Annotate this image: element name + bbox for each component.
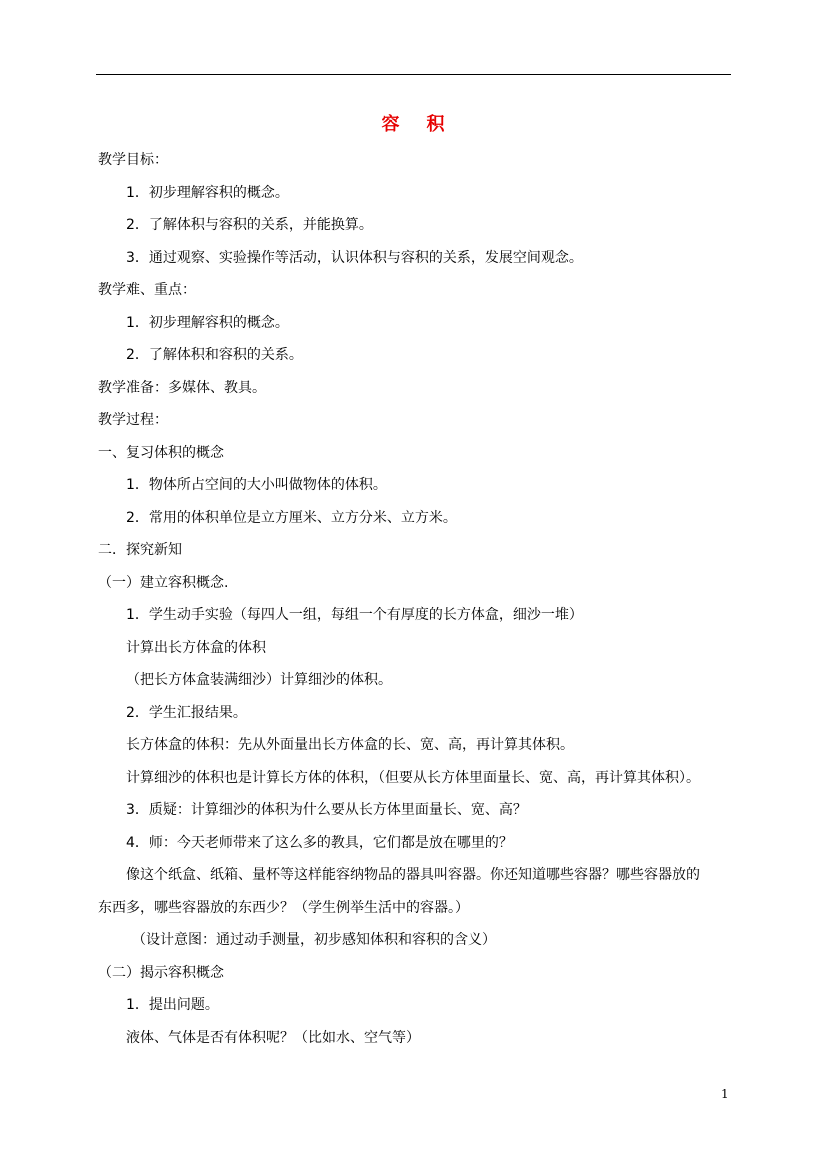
paragraph-line: 像这个纸盒、纸箱、量杯等这样能容纳物品的器具叫容器。你还知道哪些容器？哪些容器放的 — [126, 867, 700, 883]
paragraph-line: 液体、气体是否有体积呢？（比如水、空气等） — [126, 1030, 420, 1046]
paragraph-line: 3．通过观察、实验操作等活动，认识体积与容积的关系，发展空间观念。 — [126, 250, 583, 266]
section-heading: 教学难、重点： — [98, 282, 196, 298]
paragraph-line: 2．常用的体积单位是立方厘米、立方分米、立方米。 — [126, 510, 457, 526]
paragraph-line: 1．初步理解容积的概念。 — [126, 185, 289, 201]
paragraph-line: 东西多，哪些容器放的东西少？（学生例举生活中的容器。） — [98, 900, 469, 916]
section-heading: 一、复习体积的概念 — [98, 445, 224, 461]
paragraph-line: 1．学生动手实验（每四人一组，每组一个有厚度的长方体盒，细沙一堆） — [126, 607, 583, 623]
paragraph-line: 2．学生汇报结果。 — [126, 705, 247, 721]
title-char-2: 积 — [426, 114, 446, 135]
paragraph-line: （设计意图：通过动手测量，初步感知体积和容积的含义） — [132, 932, 496, 948]
section-heading: 教学目标： — [98, 152, 168, 168]
section-heading: 教学准备：多媒体、教具。 — [98, 380, 266, 396]
document-title — [0, 110, 827, 136]
paragraph-line: 1．物体所占空间的大小叫做物体的体积。 — [126, 477, 387, 493]
section-heading: （一）建立容积概念. — [98, 575, 229, 591]
paragraph-line: 4．师：今天老师带来了这么多的教具，它们都是放在哪里的？ — [126, 835, 513, 851]
title-char-1: 容 — [381, 114, 401, 135]
page-number: 1 — [721, 1087, 729, 1101]
paragraph-line: 长方体盒的体积：先从外面量出长方体盒的长、宽、高，再计算其体积。 — [126, 737, 574, 753]
paragraph-line: 计算细沙的体积也是计算长方体的体积，（但要从长方体里面量长、宽、高，再计算其体积）。 — [126, 770, 700, 786]
header-rule — [96, 74, 731, 75]
paragraph-line: 1．提出问题。 — [126, 997, 219, 1013]
paragraph-line: 2．了解体积和容积的关系。 — [126, 347, 303, 363]
paragraph-line: 3．质疑：计算细沙的体积为什么要从长方体里面量长、宽、高？ — [126, 802, 527, 818]
section-heading: 教学过程： — [98, 412, 168, 428]
paragraph-line: （把长方体盒装满细沙）计算细沙的体积。 — [126, 672, 392, 688]
paragraph-line: 计算出长方体盒的体积 — [126, 640, 266, 656]
section-heading: （二）揭示容积概念 — [98, 965, 224, 981]
paragraph-line: 1．初步理解容积的概念。 — [126, 315, 289, 331]
section-heading: 二．探究新知 — [98, 542, 182, 558]
paragraph-line: 2．了解体积与容积的关系，并能换算。 — [126, 217, 373, 233]
